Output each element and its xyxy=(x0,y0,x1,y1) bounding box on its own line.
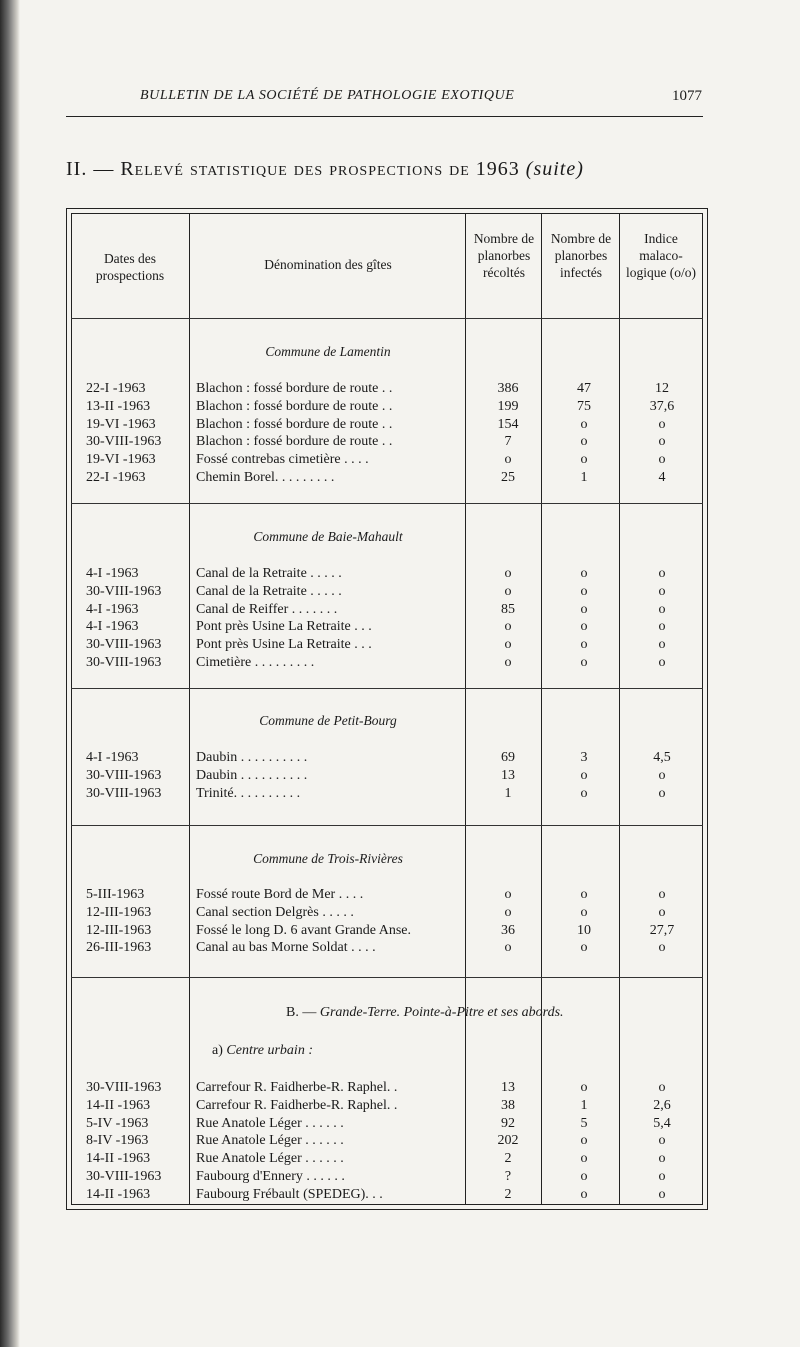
cell-index: o xyxy=(658,785,666,801)
cell-index: 4 xyxy=(658,470,666,485)
cell-date: 26-III-1963 xyxy=(86,940,152,956)
table-row xyxy=(72,451,702,468)
cell-infected: o xyxy=(580,887,588,902)
cell-collected: 38 xyxy=(501,1097,515,1113)
cell-index: o xyxy=(658,416,666,432)
cell-index: 4,5 xyxy=(653,750,671,765)
cell-date: 30-VIII-1963 xyxy=(86,583,162,599)
table-row xyxy=(72,1079,702,1096)
cell-date: 4-I -1963 xyxy=(86,619,139,635)
cell-infected: o xyxy=(580,566,588,581)
cell-collected: 7 xyxy=(504,434,512,450)
cell-collected: o xyxy=(504,887,512,902)
cell-index: 2,6 xyxy=(653,1097,671,1113)
cell-date: 22-I -1963 xyxy=(86,381,146,396)
table-row xyxy=(72,601,702,618)
table-row xyxy=(72,433,702,450)
column-divider xyxy=(189,213,190,1205)
table-row xyxy=(72,469,702,486)
cell-site: Canal de la Retraite . . . . . xyxy=(196,566,342,581)
group-separator xyxy=(71,977,703,978)
cell-infected: o xyxy=(580,619,588,635)
table-row xyxy=(72,398,702,415)
table-row xyxy=(72,565,702,582)
cell-index: o xyxy=(658,1151,666,1167)
cell-site: Canal section Delgrès . . . . . xyxy=(196,904,354,920)
cell-infected: o xyxy=(580,940,588,956)
cell-infected: o xyxy=(580,434,588,450)
cell-date: 12-III-1963 xyxy=(86,904,152,920)
cell-collected: 386 xyxy=(497,381,519,396)
cell-date: 4-I -1963 xyxy=(86,750,139,765)
column-header-collected: Nombre de planorbes récoltés xyxy=(473,231,535,280)
cell-date: 14-II -1963 xyxy=(86,1186,151,1202)
page-number: 1077 xyxy=(672,88,702,104)
column-header-site: Dénomination des gîtes xyxy=(264,257,392,272)
cell-infected: o xyxy=(580,1080,588,1095)
cell-index: o xyxy=(658,655,666,670)
cell-collected: 199 xyxy=(497,398,519,414)
column-header-index: Indice malaco- logique (o/o) xyxy=(625,231,697,280)
cell-infected: 1 xyxy=(580,470,588,485)
cell-infected: o xyxy=(580,655,588,670)
cell-collected: 202 xyxy=(497,1133,519,1149)
part-b-heading xyxy=(286,1005,564,1021)
table-row xyxy=(72,636,702,653)
cell-site: Pont près Usine La Retraite . . . xyxy=(196,637,372,653)
cell-date: 4-I -1963 xyxy=(86,601,139,617)
cell-collected: 1 xyxy=(504,785,512,801)
cell-site: Blachon : fossé bordure de route . . xyxy=(196,398,393,414)
cell-site: Canal au bas Morne Soldat . . . . xyxy=(196,940,376,956)
cell-site: Rue Anatole Léger . . . . . . xyxy=(196,1133,344,1149)
cell-date: 19-VI -1963 xyxy=(86,416,156,432)
cell-index: o xyxy=(658,767,666,783)
group-separator xyxy=(71,825,703,826)
cell-infected: o xyxy=(580,416,588,432)
cell-collected: o xyxy=(504,566,512,581)
cell-index: o xyxy=(658,566,666,581)
part-b-sub-title: Centre urbain : xyxy=(226,1043,313,1058)
commune-heading: Commune de Trois-Rivières xyxy=(253,851,403,866)
cell-date: 22-I -1963 xyxy=(86,470,146,485)
table-row xyxy=(72,939,702,956)
section-suffix: (suite) xyxy=(525,158,584,180)
cell-site: Fossé le long D. 6 avant Grande Anse. xyxy=(196,922,412,938)
commune-heading: Commune de Petit-Bourg xyxy=(259,713,397,728)
cell-infected: 47 xyxy=(577,381,591,396)
cell-site: Carrefour R. Faidherbe-R. Raphel. . xyxy=(196,1080,398,1095)
cell-index: 12 xyxy=(655,381,669,396)
table-row xyxy=(72,654,702,671)
section-title xyxy=(66,158,706,181)
cell-date: 12-III-1963 xyxy=(86,922,152,938)
table-row xyxy=(72,1150,702,1167)
cell-collected: o xyxy=(504,655,512,670)
cell-date: 30-VIII-1963 xyxy=(86,637,162,653)
cell-collected: 13 xyxy=(501,767,515,783)
section-year: 1963 xyxy=(475,158,520,180)
cell-collected: 85 xyxy=(501,601,515,617)
cell-infected: o xyxy=(580,583,588,599)
cell-site: Rue Anatole Léger . . . . . . xyxy=(196,1151,344,1167)
table-row xyxy=(72,904,702,921)
group-separator xyxy=(71,688,703,689)
table-row xyxy=(72,1132,702,1149)
column-divider xyxy=(465,213,466,1205)
cell-site: Fossé contrebas cimetière . . . . xyxy=(196,452,369,468)
table-row xyxy=(72,922,702,939)
table-row xyxy=(72,416,702,433)
cell-index: o xyxy=(658,1080,666,1095)
cell-date: 14-II -1963 xyxy=(86,1151,151,1167)
commune-heading: Commune de Lamentin xyxy=(265,344,391,359)
cell-date: 5-III-1963 xyxy=(86,887,145,902)
cell-index: 27,7 xyxy=(649,922,675,938)
cell-date: 30-VIII-1963 xyxy=(86,767,162,783)
cell-infected: 3 xyxy=(580,750,588,765)
cell-site: Blachon : fossé bordure de route . . xyxy=(196,416,393,432)
cell-collected: o xyxy=(504,940,512,956)
cell-index: o xyxy=(658,583,666,599)
table-inner-frame xyxy=(71,213,703,1205)
cell-collected: 25 xyxy=(501,470,515,485)
column-header-infected: Nombre de planorbes infectés xyxy=(550,231,612,280)
cell-collected: 2 xyxy=(504,1151,512,1167)
cell-date: 4-I -1963 xyxy=(86,566,139,581)
cell-date: 19-VI -1963 xyxy=(86,452,156,468)
table-row xyxy=(72,1168,702,1185)
cell-site: Canal de la Retraite . . . . . xyxy=(196,583,342,599)
cell-collected: 154 xyxy=(497,416,519,432)
cell-index: o xyxy=(658,619,666,635)
cell-infected: o xyxy=(580,1151,588,1167)
table-row xyxy=(72,886,702,903)
cell-index: 5,4 xyxy=(653,1115,671,1131)
cell-site: Carrefour R. Faidherbe-R. Raphel. . xyxy=(196,1097,398,1113)
table-row xyxy=(72,380,702,397)
running-title: BULLETIN DE LA SOCIÉTÉ DE PATHOLOGIE EXOTIQUE xyxy=(140,88,515,103)
cell-index: 37,6 xyxy=(649,398,675,414)
cell-site: Chemin Borel. . . . . . . . . xyxy=(196,470,335,485)
part-b-label: B. — xyxy=(286,1005,317,1020)
table-row xyxy=(72,1115,702,1132)
cell-collected: o xyxy=(504,452,512,468)
cell-infected: o xyxy=(580,1186,588,1202)
cell-infected: o xyxy=(580,1133,588,1149)
cell-site: Canal de Reiffer . . . . . . . xyxy=(196,601,338,617)
header-separator xyxy=(71,318,703,319)
cell-site: Blachon : fossé bordure de route . . xyxy=(196,434,393,450)
table-row xyxy=(72,1097,702,1114)
section-numeral: II. — xyxy=(66,158,115,180)
cell-site: Rue Anatole Léger . . . . . . xyxy=(196,1115,344,1131)
cell-date: 14-II -1963 xyxy=(86,1097,151,1113)
cell-date: 30-VIII-1963 xyxy=(86,785,162,801)
cell-collected: 69 xyxy=(501,750,515,765)
cell-collected: 36 xyxy=(501,922,515,938)
cell-infected: o xyxy=(580,767,588,783)
table-row xyxy=(72,618,702,635)
cell-date: 30-VIII-1963 xyxy=(86,655,162,670)
cell-site: Cimetière . . . . . . . . . xyxy=(196,655,315,670)
part-b-sub-label: a) xyxy=(212,1043,223,1058)
cell-infected: o xyxy=(580,904,588,920)
cell-date: 8-IV -1963 xyxy=(86,1133,149,1149)
group-separator xyxy=(71,503,703,504)
cell-collected: o xyxy=(504,619,512,635)
cell-infected: 5 xyxy=(580,1115,588,1131)
cell-index: o xyxy=(658,1169,666,1184)
cell-collected: o xyxy=(504,583,512,599)
cell-site: Faubourg Frébault (SPEDEG). . . xyxy=(196,1186,383,1202)
cell-collected: 13 xyxy=(501,1080,515,1095)
cell-infected: 10 xyxy=(577,922,591,938)
table-row xyxy=(72,583,702,600)
section-title-text: Relevé statistique des prospections de xyxy=(120,158,470,180)
cell-date: 30-VIII-1963 xyxy=(86,434,162,450)
cell-infected: o xyxy=(580,637,588,653)
cell-site: Fossé route Bord de Mer . . . . xyxy=(196,887,364,902)
cell-date: 30-VIII-1963 xyxy=(86,1169,162,1184)
column-divider xyxy=(541,213,542,1205)
cell-index: o xyxy=(658,637,666,653)
cell-date: 30-VIII-1963 xyxy=(86,1080,162,1095)
cell-index: o xyxy=(658,940,666,956)
cell-index: o xyxy=(658,1186,666,1202)
cell-collected: 2 xyxy=(504,1186,512,1202)
book-spine-shadow xyxy=(0,0,20,1347)
table-row xyxy=(72,767,702,784)
cell-collected: o xyxy=(504,637,512,653)
cell-infected: o xyxy=(580,1169,588,1184)
cell-date: 13-II -1963 xyxy=(86,398,151,414)
cell-site: Trinité. . . . . . . . . . xyxy=(196,785,301,801)
cell-infected: o xyxy=(580,452,588,468)
cell-site: Faubourg d'Ennery . . . . . . xyxy=(196,1169,345,1184)
cell-collected: 92 xyxy=(501,1115,515,1131)
cell-infected: 1 xyxy=(580,1097,588,1113)
cell-date: 5-IV -1963 xyxy=(86,1115,149,1131)
commune-heading: Commune de Baie-Mahault xyxy=(253,529,403,544)
cell-index: o xyxy=(658,601,666,617)
column-divider xyxy=(619,213,620,1205)
cell-index: o xyxy=(658,434,666,450)
cell-site: Daubin . . . . . . . . . . xyxy=(196,767,308,783)
cell-collected: o xyxy=(504,904,512,920)
table-row xyxy=(72,785,702,802)
header-rule xyxy=(66,116,703,117)
cell-infected: o xyxy=(580,601,588,617)
cell-site: Blachon : fossé bordure de route . . xyxy=(196,381,393,396)
cell-infected: o xyxy=(580,785,588,801)
part-b-title: Grande-Terre. Pointe-à-Pitre et ses abords. xyxy=(319,1005,564,1020)
cell-index: o xyxy=(658,452,666,468)
cell-index: o xyxy=(658,904,666,920)
cell-collected: ? xyxy=(504,1169,512,1184)
cell-index: o xyxy=(658,887,666,902)
cell-site: Daubin . . . . . . . . . . xyxy=(196,750,308,765)
cell-site: Pont près Usine La Retraite . . . xyxy=(196,619,372,635)
part-b-subheading xyxy=(212,1043,313,1059)
table-row xyxy=(72,1186,702,1203)
column-header-dates: Dates des prospections xyxy=(95,251,165,283)
cell-index: o xyxy=(658,1133,666,1149)
table-row xyxy=(72,749,702,766)
cell-infected: 75 xyxy=(577,398,591,414)
